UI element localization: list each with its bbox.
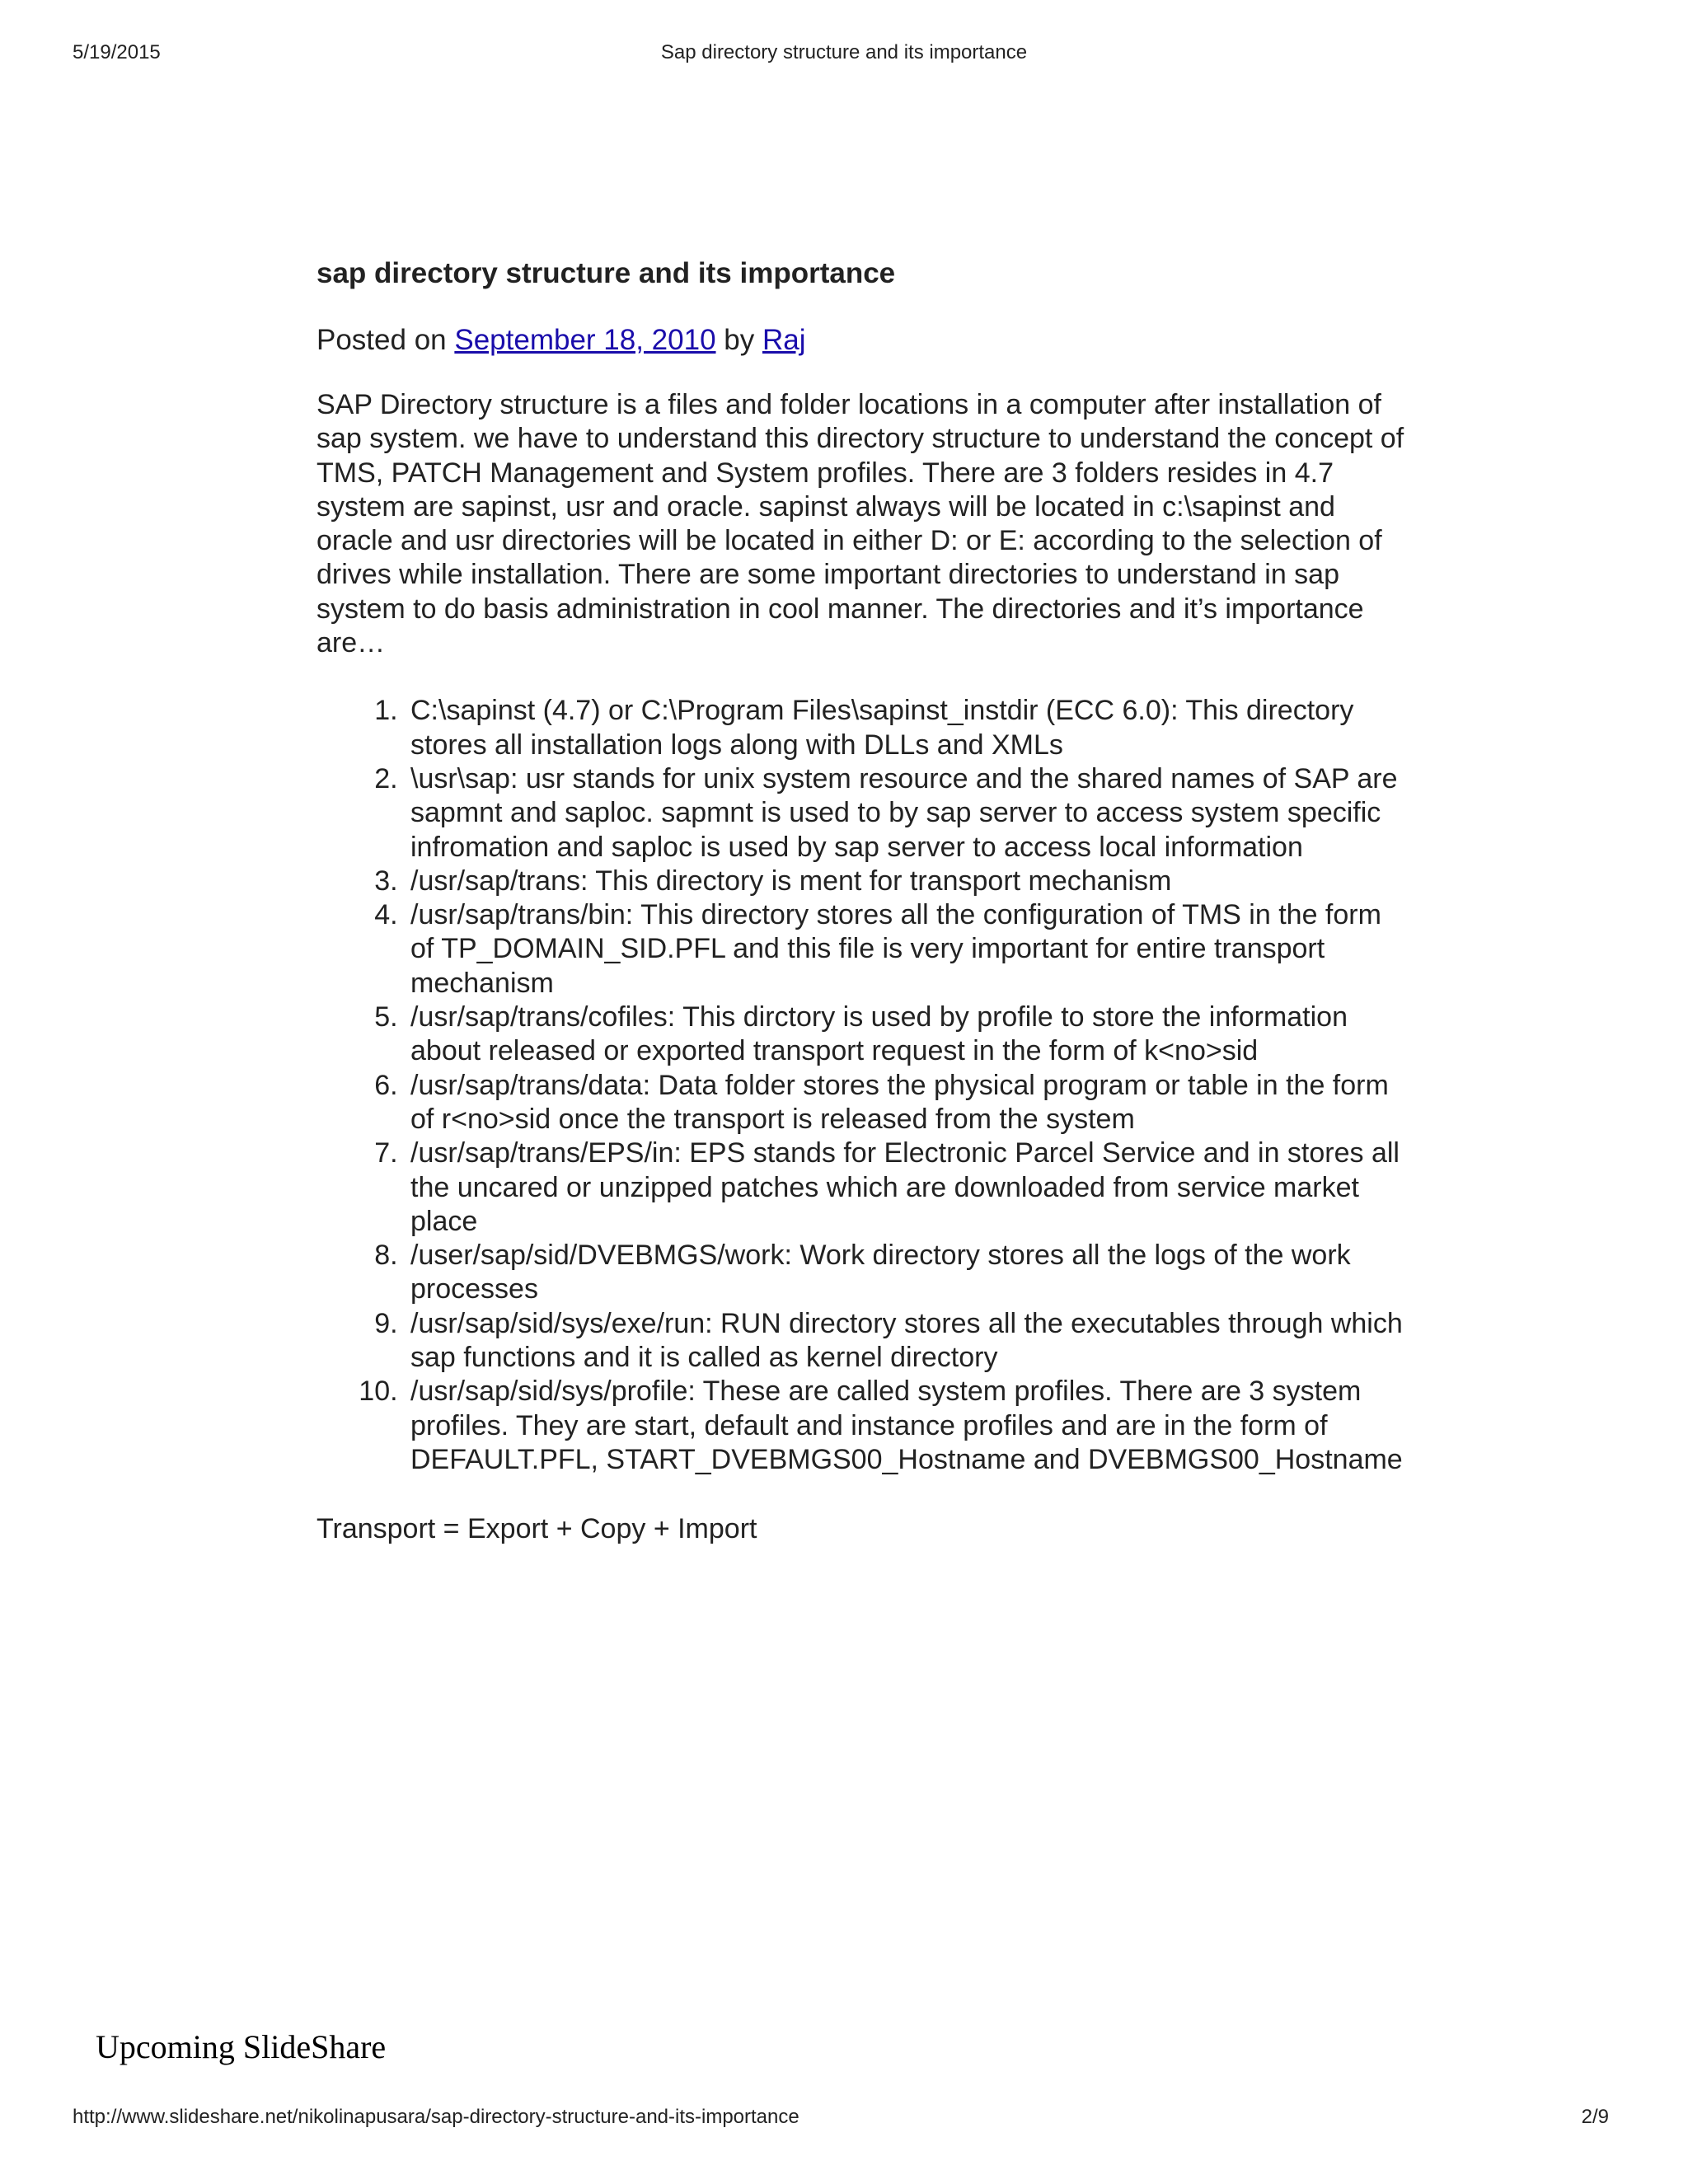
directory-list xyxy=(316,694,1404,1477)
upcoming-slideshare: Upcoming SlideShare xyxy=(96,2028,387,2065)
list-item: 6. /usr/sap/trans/data: Data folder stores the physical program or table in the form of r<no>sid once the transport is released from the system xyxy=(406,1069,1404,1137)
posted-prefix: Posted on xyxy=(316,324,447,356)
author-link[interactable]: Raj xyxy=(762,324,806,356)
posted-by: by xyxy=(724,324,755,356)
page-number: 2/9 xyxy=(1581,2106,1609,2128)
list-item: 1. C:\sapinst (4.7) or C:\Program Files\sapinst_instdir (ECC 6.0): This directory stores all installation logs along with DLLs and XMLs xyxy=(406,694,1404,762)
print-title: Sap directory structure and its importance xyxy=(660,41,1028,63)
list-item: 4. /usr/sap/trans/bin: This directory stores all the configuration of TMS in the form of TP_DOMAIN_SID.PFL and this file is very important for entire transport mechanism xyxy=(406,898,1404,1001)
article xyxy=(316,254,1404,1547)
list-item: 8. /user/sap/sid/DVEBMGS/work: Work directory stores all the logs of the work processes xyxy=(406,1239,1404,1307)
list-item: 7. /usr/sap/trans/EPS/in: EPS stands for Electronic Parcel Service and in stores all the uncared or unzipped patches which are downloaded from service market place xyxy=(406,1137,1404,1239)
list-item: 3. /usr/sap/trans: This directory is ment for transport mechanism xyxy=(406,865,1404,898)
print-url: http://www.slideshare.net/nikolinapusara/sap-directory-structure-and-its-importance xyxy=(73,2106,799,2128)
list-item: 9. /usr/sap/sid/sys/exe/run: RUN directory stores all the executables through which sap functions and it is called as kernel directory xyxy=(406,1307,1404,1376)
print-date: 5/19/2015 xyxy=(73,41,161,63)
post-meta xyxy=(316,321,1404,360)
transport-formula: Transport = Export + Copy + Import xyxy=(316,1513,757,1545)
intro-paragraph: SAP Directory structure is a files and folder locations in a computer after installation of sap system. we have to understand this directory structure to understand the concept of TMS, PATCH Management and System profiles. There are 3 folders resides in 4.7 system are sapinst, usr and oracle. sapinst always will be located in c:\sapinst and oracle and usr directories will be located in either D: or E: according to the selection of drives while installation. There are some important directories to understand in sap system to do basis administration in cool manner. The directories and it’s importance are… xyxy=(316,389,1404,659)
list-item: 10. /usr/sap/sid/sys/profile: These are called system profiles. There are 3 system profiles. They are start, default and instance profiles and are in the form of DEFAULT.PFL, START_DVEBMGS00_Hostname and DVEBMGS00_Hostname xyxy=(406,1375,1404,1477)
list-item: 5. /usr/sap/trans/cofiles: This dirctory is used by profile to store the information about released or exported transport request in the form of k<no>sid xyxy=(406,1001,1404,1069)
list-item: 2. \usr\sap: usr stands for unix system resource and the shared names of SAP are sapmnt and saploc. sapmnt is used to by sap server to access system specific infromation and saploc is used by sap server to access local information xyxy=(406,762,1404,865)
article-title: sap directory structure and its importance xyxy=(316,257,896,289)
posted-date-link[interactable]: September 18, 2010 xyxy=(454,324,716,356)
